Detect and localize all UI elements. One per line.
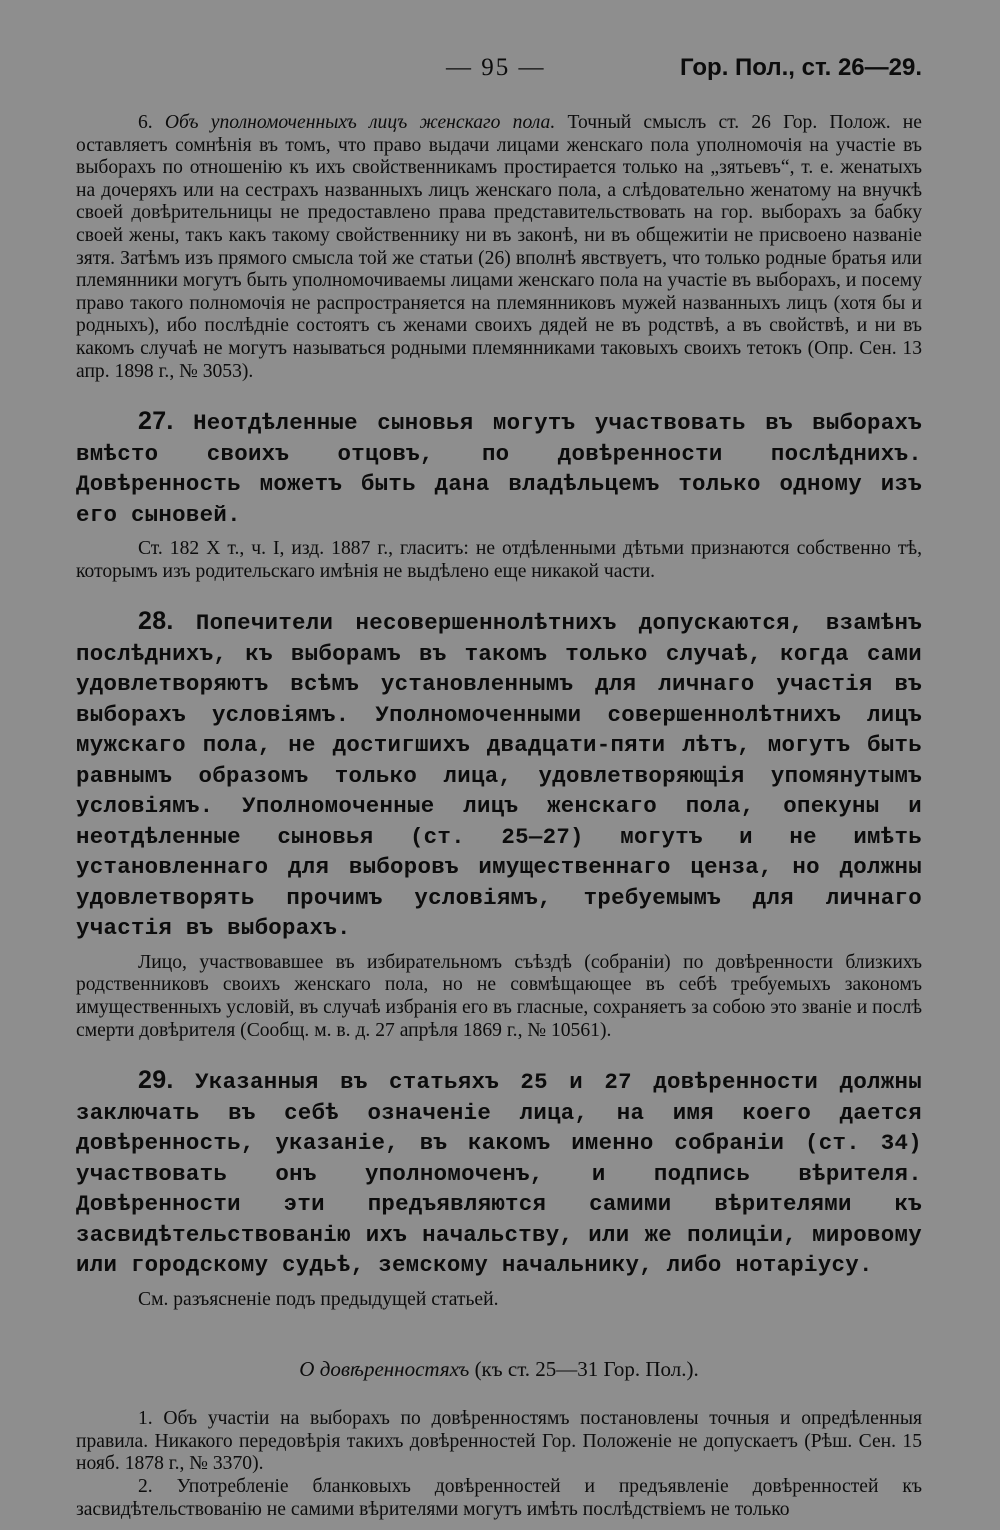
section-heading xyxy=(76,1357,922,1382)
article-28-note: Лицо, участвовавшее въ избирательномъ съѣздѣ (собраніи) по довѣренности близкихъ родственниковъ своихъ женскаго пола, но не совмѣщающее въ себѣ требуемыхъ закономъ имущественныхъ условій, въ случаѣ избранія его въ гласные, сохраняетъ за собою это званіе и послѣ смерти довѣрителя (Сообщ. м. в. д. 27 апрѣля 1869 г., № 10561). xyxy=(76,951,922,1041)
note-6-paragraph xyxy=(76,112,922,383)
list-item: 2. Употребленіе бланковыхъ довѣренностей и предъявленіе довѣренностей къ засвидѣтельствованію не самими вѣрителями могутъ имѣть послѣдствіемъ не только xyxy=(76,1476,922,1520)
section-subtitle: (къ ст. 25—31 Гор. Пол.). xyxy=(474,1357,699,1382)
article-27-note: Ст. 182 X т., ч. I, изд. 1887 г., гласитъ: не отдѣленными дѣтьми признаются собственно тѣ, которымъ изъ родительскаго имѣнія не выдѣлено еще никакой части. xyxy=(76,538,922,582)
article-29-number: 29. xyxy=(138,1066,174,1095)
article-27 xyxy=(76,406,922,530)
article-29-note: См. разъясненіе подъ предыдущей статьей. xyxy=(138,1288,499,1310)
article-28-number: 28. xyxy=(138,607,174,636)
book-page xyxy=(76,52,922,1521)
running-head: Гор. Пол., ст. 26—29. xyxy=(679,54,922,81)
note-6-title: Объ уполномоченныхъ лицъ женскаго пола. xyxy=(164,112,556,133)
article-29-text: Указанныя въ статьяхъ 25 и 27 довѣренности должны заключать въ себѣ означеніе лица, на имя коего дается довѣренность, указаніе, въ какомъ именно собраніи (ст. 34) участвовать онъ уполномоченъ, и подпись вѣрителя. Довѣренности эти предъявляются самими вѣрителями къ засвидѣтельствованію ихъ начальству, или же полиціи, мировому или городскому судьѣ, земскому начальнику, либо нотаріусу. xyxy=(76,1069,922,1279)
article-28-text: Попечители несовершеннолѣтнихъ допускаются, взамѣнъ послѣднихъ, къ выборамъ въ такомъ только случаѣ, когда сами удовлетворяютъ всѣмъ установленнымъ для личнаго участія въ выборахъ условіямъ. Уполномоченными совершеннолѣтнихъ лицъ мужскаго пола, не достигшихъ двадцати-пяти лѣтъ, могутъ быть равнымъ образомъ только лица, удовлетворяющія упомянутымъ условіямъ. Уполномоченные лицъ женскаго пола, опекуны и неотдѣленные сыновья (ст. 25—27) могутъ и не имѣть установленнаго для выборовъ имущественнаго ценза, но должны удовлетворять прочимъ условіямъ, требуемымъ для личнаго участія въ выборахъ. xyxy=(76,610,922,942)
article-27-text: Неотдѣленные сыновья могутъ участвовать въ выборахъ вмѣсто своихъ отцовъ, по довѣренности послѣднихъ. Довѣренность можетъ быть дана владѣльцемъ только одному изъ его сыновей. xyxy=(76,410,922,528)
note-6-text: Точный смыслъ ст. 26 Гор. Полож. не оставляетъ сомнѣнія въ томъ, что право выдачи лицами женскаго пола уполномочія на участіе въ выборахъ по отношенію къ ихъ свойственникамъ простирается только на „зятьевъ“, т. е. женатыхъ на дочеряхъ или на сестрахъ названныхъ лицъ женскаго пола, а слѣдовательно женатому на внучкѣ своей довѣрительницы не предоставлено права представительствовать на гор. выборахъ за бабку своей жены, такъ какъ такому свойственнику ни въ законѣ, ни въ общежитіи не присвоено названіе зятя. Затѣмъ изъ прямого смысла той же статьи (26) вполнѣ явствуетъ, что только родные братья или племянники могутъ быть уполномочиваемы лицами женскаго пола на участіе въ выборахъ, и посему право такого полномочія не распространяется на племянниковъ мужей названныхъ лицъ (хотя бы и родныхъ), ибо послѣдніе состоятъ съ женами своихъ дядей не въ родствѣ, а въ свойствѣ, и ни въ какомъ случаѣ не могутъ называться родными племянниками таковыхъ своихъ тетокъ (Опр. Сен. 13 апр. 1898 г., № 3053). xyxy=(76,112,922,382)
note-6-lead: 6. xyxy=(138,112,153,133)
page-number: — 95 — xyxy=(446,54,546,81)
article-29 xyxy=(76,1065,922,1281)
page-header xyxy=(76,52,922,92)
section-title: О довѣренностяхъ xyxy=(299,1357,470,1382)
article-27-number: 27. xyxy=(138,407,174,436)
article-28 xyxy=(76,606,922,944)
list-item: 1. Объ участіи на выборахъ по довѣренностямъ постановлены точныя и опредѣленныя правила. Никакого передовѣрія такихъ довѣренностей Гор. Положеніе не допускаетъ (Рѣш. Сен. 15 нояб. 1878 г., № 3370). xyxy=(76,1408,922,1475)
